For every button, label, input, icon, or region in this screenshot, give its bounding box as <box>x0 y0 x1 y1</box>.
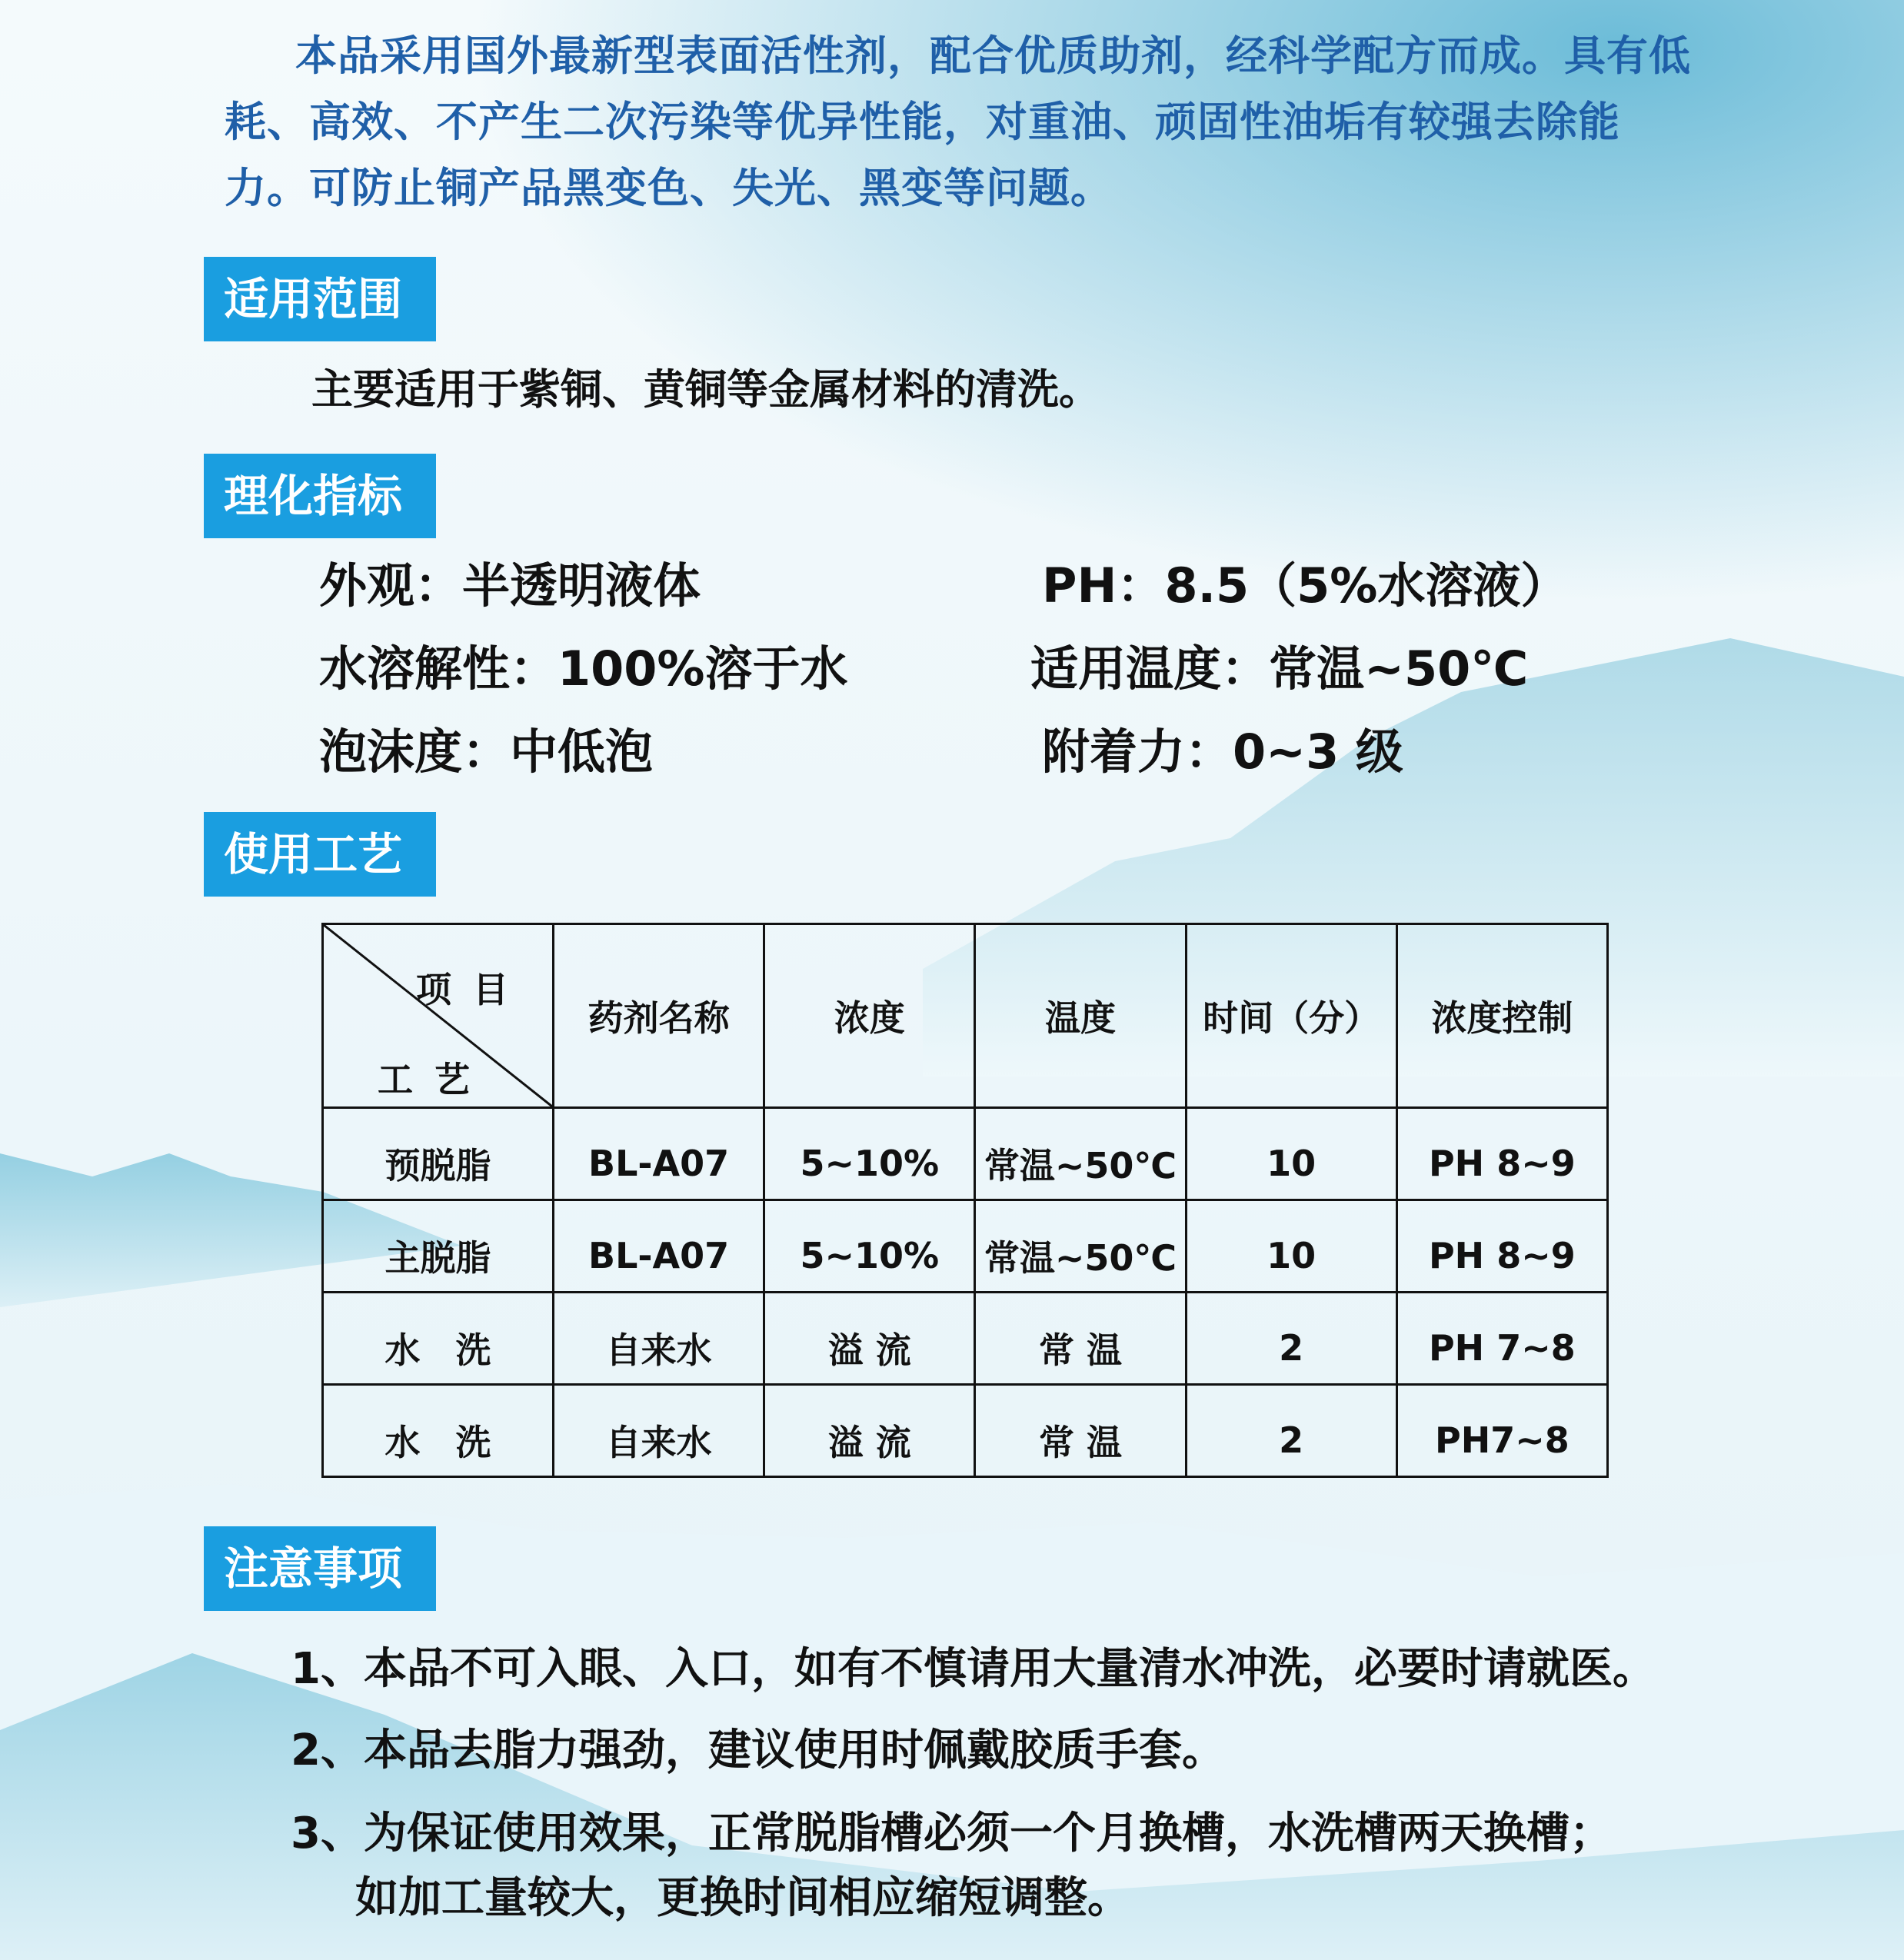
corner-bottom-label: 工艺 <box>378 1059 491 1100</box>
cell-time: 10 <box>1186 1107 1396 1200</box>
note-item: 3、为保证使用效果，正常脱脂槽必须一个月换槽，水洗槽两天换槽； <box>291 1809 1613 1859</box>
note-item: 2、本品去脂力强劲，建议使用时佩戴胶质手套。 <box>291 1725 1225 1775</box>
cell-agent: BL-A07 <box>554 1200 764 1292</box>
section-heading-process: 使用工艺 <box>204 812 436 897</box>
cell-temperature: 常温~50℃ <box>975 1107 1186 1200</box>
cell-agent: BL-A07 <box>554 1107 764 1200</box>
corner-top-label: 项目 <box>416 969 530 1010</box>
intro-paragraph: 本品采用国外最新型表面活性剂，配合优质助剂，经科学配方而成。具有低耗、高效、不产生二次污染等优异性能，对重油、顽固性油垢有较强去除能力。可防止铜产品黑变色、失光、黑变等问题。 <box>225 32 1691 212</box>
cell-time: 2 <box>1186 1292 1396 1384</box>
header-agent: 药剂名称 <box>554 924 764 1108</box>
note-item-continuation: 如加工量较大，更换时间相应缩短调整。 <box>355 1873 1130 1923</box>
section-heading-specs: 理化指标 <box>204 454 436 538</box>
spec-adhesion: 附着力：0~3 级 <box>1042 724 1403 780</box>
cell-control: PH 8~9 <box>1396 1107 1607 1200</box>
cell-concentration: 溢 流 <box>764 1292 975 1384</box>
section-heading-notes: 注意事项 <box>204 1526 436 1611</box>
header-temperature: 温度 <box>975 924 1186 1108</box>
scope-text: 主要适用于紫铜、黄铜等金属材料的清洗。 <box>311 365 1100 414</box>
cell-control: PH 8~9 <box>1396 1200 1607 1292</box>
cell-concentration: 溢 流 <box>764 1384 975 1476</box>
cell-step: 预脱脂 <box>323 1107 554 1200</box>
cell-concentration: 5~10% <box>764 1107 975 1200</box>
table-row <box>323 1200 1608 1292</box>
cell-step: 水 洗 <box>323 1292 554 1384</box>
header-concentration: 浓度 <box>764 924 975 1108</box>
cell-temperature: 常 温 <box>975 1384 1186 1476</box>
spec-appearance: 外观：半透明液体 <box>319 557 701 614</box>
spec-foam: 泡沫度：中低泡 <box>319 724 654 780</box>
cell-temperature: 常 温 <box>975 1292 1186 1384</box>
table-row <box>323 1107 1608 1200</box>
spec-ph: PH：8.5（5%水溶液） <box>1042 557 1569 614</box>
cell-concentration: 5~10% <box>764 1200 975 1292</box>
corner-cell <box>323 924 554 1108</box>
table-header-row <box>323 924 1608 1108</box>
cell-agent: 自来水 <box>554 1292 764 1384</box>
process-table <box>321 923 1609 1478</box>
spec-solubility: 水溶解性：100%溶于水 <box>319 641 848 697</box>
cell-time: 2 <box>1186 1384 1396 1476</box>
table-row <box>323 1292 1608 1384</box>
cell-step: 水 洗 <box>323 1384 554 1476</box>
cell-time: 10 <box>1186 1200 1396 1292</box>
table-row <box>323 1384 1608 1476</box>
header-control: 浓度控制 <box>1396 924 1607 1108</box>
cell-step: 主脱脂 <box>323 1200 554 1292</box>
spec-temperature: 适用温度：常温~50℃ <box>1030 641 1529 697</box>
header-time: 时间（分） <box>1186 924 1396 1108</box>
note-item: 1、本品不可入眼、入口，如有不慎请用大量清水冲洗，必要时请就医。 <box>291 1644 1656 1694</box>
cell-temperature: 常温~50℃ <box>975 1200 1186 1292</box>
cell-control: PH 7~8 <box>1396 1292 1607 1384</box>
cell-control: PH7~8 <box>1396 1384 1607 1476</box>
section-heading-scope: 适用范围 <box>204 257 436 341</box>
cell-agent: 自来水 <box>554 1384 764 1476</box>
